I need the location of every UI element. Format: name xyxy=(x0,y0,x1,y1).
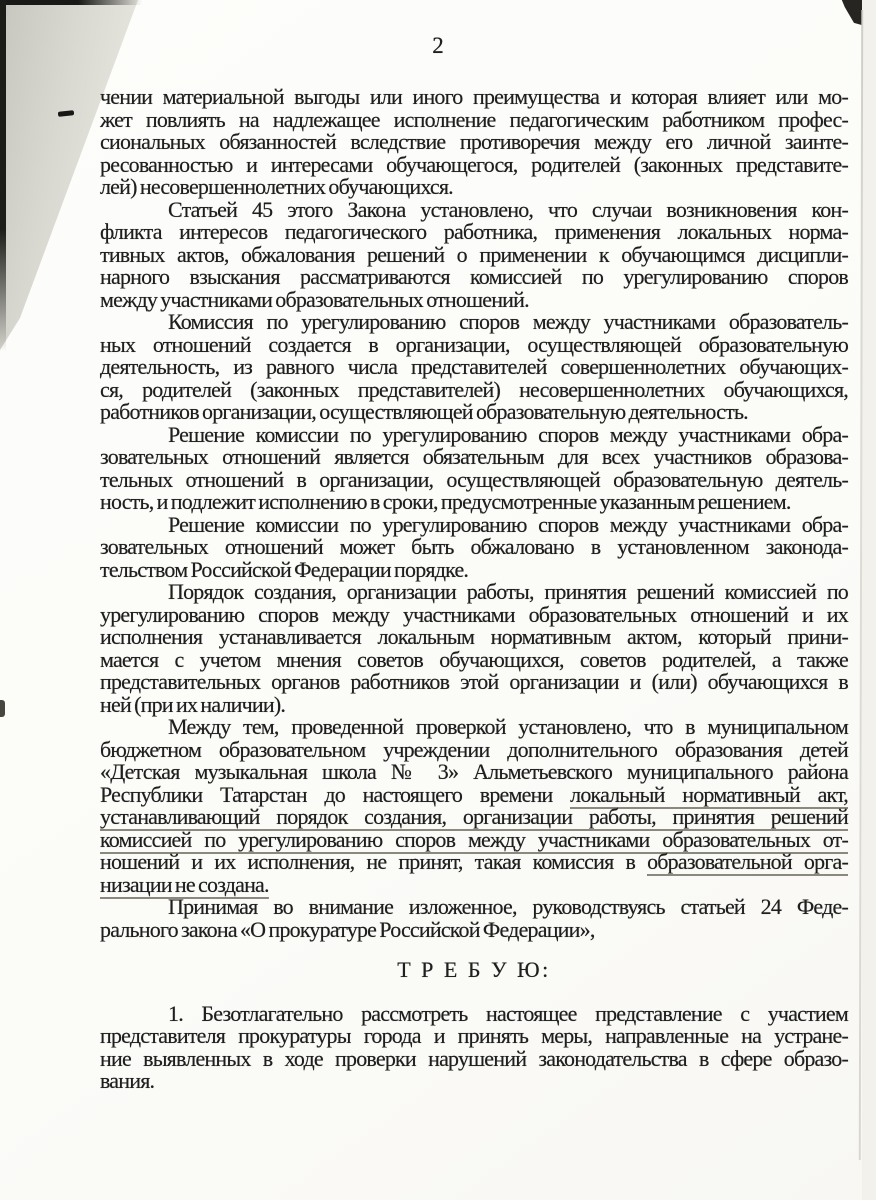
paragraph xyxy=(100,196,848,312)
text-line xyxy=(100,896,848,919)
text-line xyxy=(100,286,848,312)
text-line xyxy=(100,421,848,447)
text-line xyxy=(100,601,848,627)
text-segment: ность, и подлежит исполнению в сроки, предусмотренные указанным решением. xyxy=(100,489,791,514)
paragraph xyxy=(100,86,848,199)
text-line xyxy=(100,511,848,537)
paragraph xyxy=(100,581,848,716)
text-segment: Принимая во внимание изложенное, руководствуясь статьей 24 Феде- xyxy=(168,894,848,919)
text-line xyxy=(100,491,848,514)
text-segment: ных отношений создается в организации, осуществляющей образовательную xyxy=(100,331,848,357)
text-line xyxy=(100,691,848,717)
text-segment: рального закона «О прокуратуре Российской Федерации», xyxy=(100,916,595,942)
text-line xyxy=(100,376,848,402)
paragraph xyxy=(100,1000,848,1093)
text-segment: чении материальной выгоды или иного преимущества и которая влияет или мо- xyxy=(100,84,848,109)
text-line xyxy=(100,556,848,582)
text-segment: зовательных отношений может быть обжаловано в установленном законода- xyxy=(100,534,848,559)
text-line xyxy=(100,401,848,424)
paragraph xyxy=(100,311,848,424)
text-segment: фликта интересов педагогического работника, применения локальных норма- xyxy=(100,219,848,244)
text-line xyxy=(100,1025,848,1048)
paragraph xyxy=(100,421,848,514)
text-segment: тельством Российской Федерации порядке. xyxy=(100,556,469,582)
scan-debris-mark xyxy=(0,700,5,717)
text-line xyxy=(100,1000,848,1026)
text-segment: тивных актов, обжалования решений о применении к обучающимся дисципли- xyxy=(100,241,848,267)
text-line xyxy=(100,446,848,469)
text-segment: Республики Татарстан до настоящего времени xyxy=(100,781,571,807)
text-line xyxy=(100,331,848,357)
text-line xyxy=(100,671,848,694)
text-line xyxy=(100,916,848,942)
text-segment: Комиссия по урегулированию споров между участниками образователь- xyxy=(168,309,848,334)
scan-edge-shadow-top xyxy=(0,0,142,5)
text-line xyxy=(100,241,848,267)
text-segment: мается с учетом мнения советов обучающихся, советов родителей, а также xyxy=(100,646,848,672)
text-line xyxy=(100,151,848,177)
text-line xyxy=(100,466,848,492)
text-line xyxy=(100,851,848,874)
text-segment: «Детская музыкальная школа № 3» Альметьевского муниципального района xyxy=(100,759,848,784)
text-line xyxy=(100,266,848,289)
text-line xyxy=(100,536,848,559)
text-line xyxy=(100,826,848,852)
text-segment: Между тем, проведенной проверкой установлено, что в муниципальном xyxy=(168,714,848,739)
text-segment: лей) несовершеннолетних обучающихся. xyxy=(100,174,453,199)
text-line xyxy=(100,1070,848,1093)
text-segment: зовательных отношений является обязательным для всех участников образова- xyxy=(100,444,848,469)
page-edge-margin xyxy=(862,0,876,1200)
text-segment: сиональных обязанностей вследствие противоречия между его личной заинте- xyxy=(100,129,848,154)
text-segment: Решение комиссии по урегулированию споров между участниками обра- xyxy=(168,421,848,447)
paragraph xyxy=(100,716,848,896)
text-line xyxy=(100,311,848,334)
pencil-underlined-text: устанавливающий порядок создания, организации работы, принятия решений xyxy=(100,804,848,829)
text-line xyxy=(100,781,848,807)
text-segment: исполнения устанавливается локальным нормативным актом, который прини- xyxy=(100,624,848,649)
paragraph xyxy=(100,511,848,582)
text-segment: тельных отношений в организации, осуществляющей образовательную деятель- xyxy=(100,466,848,492)
text-segment: ся, родителей (законных представителей) несовершеннолетних обучающихся, xyxy=(100,376,848,402)
page-number: 2 xyxy=(432,33,444,58)
text-line xyxy=(100,1045,848,1071)
pencil-underlined-text: образовательной орга- xyxy=(647,849,848,874)
text-segment: ношений и их исполнения, не принят, такая комиссия в xyxy=(100,849,648,874)
text-line xyxy=(100,646,848,672)
text-segment: ней (при их наличии). xyxy=(100,691,286,717)
text-line xyxy=(100,131,848,154)
text-line xyxy=(100,806,848,829)
text-segment: нарного взыскания рассматриваются комиссией по урегулированию споров xyxy=(100,264,848,289)
text-segment: урегулированию споров между участниками образовательных отношений и их xyxy=(100,601,848,627)
text-line xyxy=(100,871,848,897)
pencil-underlined-text: комиссией по урегулированию споров между участниками образовательных от- xyxy=(100,826,848,852)
pencil-underlined-text: локальный нормативный акт, xyxy=(570,781,848,807)
text-segment: между участниками образовательных отношений. xyxy=(100,286,529,312)
text-segment: Статьей 45 этого Закона установлено, что случаи возникновения кон- xyxy=(168,196,848,222)
paragraph xyxy=(100,896,848,941)
text-segment: ресованностью и интересами обучающегося, родителей (законных представите- xyxy=(100,151,848,177)
text-segment: жет повлиять на надлежащее исполнение педагогическим работником профес- xyxy=(100,106,848,132)
text-segment: 1. Безотлагательно рассмотреть настоящее представление с участием xyxy=(168,1000,848,1026)
text-line xyxy=(100,761,848,784)
text-line xyxy=(100,196,848,222)
text-segment: ние выявленных в ходе проверки нарушений законодательства в сфере образо- xyxy=(100,1045,848,1071)
text-segment: Порядок создания, организации работы, принятия решений комиссией по xyxy=(168,579,848,604)
text-segment: бюджетном образовательном учреждении дополнительного образования детей xyxy=(100,736,848,762)
demand-heading: Т Р Е Б У Ю: xyxy=(397,957,551,982)
pencil-underlined-text: низации не создана. xyxy=(100,871,269,897)
text-segment: деятельность, из равного числа представителей совершеннолетних обучающих- xyxy=(100,354,848,379)
text-segment: работников организации, осуществляющей образовательную деятельность. xyxy=(100,399,748,424)
text-line xyxy=(100,106,848,132)
text-line xyxy=(100,356,848,379)
text-line xyxy=(100,86,848,109)
text-line xyxy=(100,581,848,604)
text-segment: представительных органов работников этой организации и (или) обучающихся в xyxy=(100,669,848,694)
text-line xyxy=(100,221,848,244)
text-segment: вания. xyxy=(100,1068,155,1093)
text-line xyxy=(100,736,848,762)
text-line xyxy=(100,626,848,649)
text-segment: представителя прокуратуры города и принять меры, направленные на устране- xyxy=(100,1023,848,1048)
text-line xyxy=(100,176,848,199)
text-line xyxy=(100,716,848,739)
document-body xyxy=(100,86,848,1093)
text-segment: Решение комиссии по урегулированию споров между участниками обра- xyxy=(168,511,848,537)
